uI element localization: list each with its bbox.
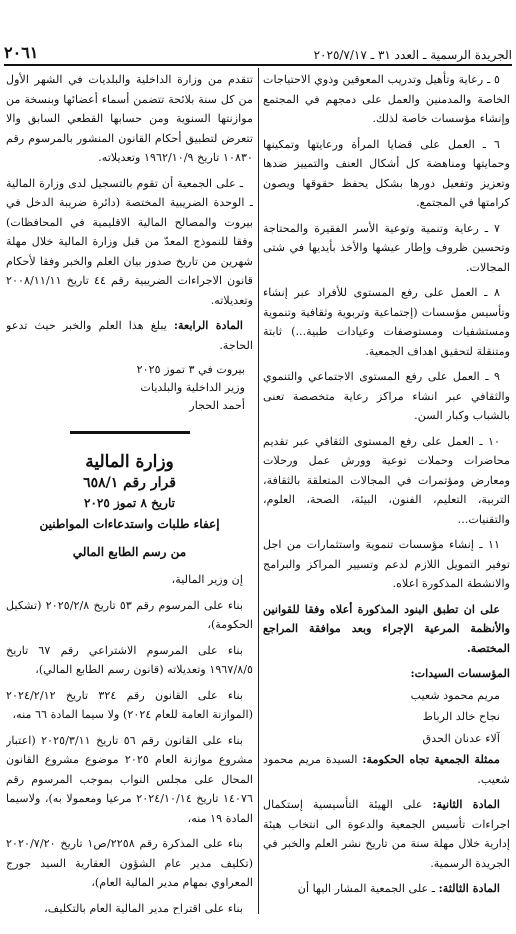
objective-item: ٨ ـ العمل على رفع المستوى للأفراد عبر إنشاء وتأسيس مؤسسات (إجتماعية وتربوية وثقافية وتنموية ومستشفيات ومستوصفات وعيادات طبية...) ثابتة ومتنقلة لتحقيق اهداف الجمعية. (263, 286, 510, 358)
decision-number: قرار رقم ٦٥٨/١ (83, 475, 176, 491)
signature-place-date: بيروت في ٣ تموز ٢٠٢٥ (136, 363, 245, 376)
column-divider (258, 68, 259, 914)
preamble-item: بناء على المذكرة رقم ٢٢٥٨/ص١ تاريخ ٢٠٢٠/٧/٢٠ (تكليف مدير عام الشؤون العقارية السيد جورج المعراوي بمهام مدير المالية العام)، (6, 837, 253, 889)
signature-title: وزير الداخلية والبلديات (140, 381, 245, 394)
article-three (263, 879, 510, 899)
ministry-title: وزارة المالية (85, 451, 174, 472)
preamble-item: إن وزير المالية، (171, 573, 243, 586)
decision-subject-line-1: إعفاء طلبات واستدعاءات المواطنين (39, 517, 220, 531)
gazette-issue-info: الجريدة الرسمية ـ العدد ٣١ ـ ٢٠٢٥/٧/١٧ (313, 48, 512, 62)
founder-name: نجاح خالد الرباط (422, 710, 500, 723)
objective-item: ٩ ـ العمل على رفع المستوى الاجتماعي والتنموي والثقافي عبر انشاء مراكز رعاية متخصصة تعنى بالشباب وكبار السن. (263, 370, 510, 422)
article-four-label: المادة الرابعة: (173, 318, 244, 332)
objective-item: ٥ ـ رعاية وتأهيل وتدريب المعوقين وذوي الاحتياجات الخاصة والمدمنين والعمل على دمجهم في المجتمع وإنشاء مؤسسات خاصة لذلك. (263, 73, 510, 125)
article-three-label: المادة الثالثة: (438, 881, 500, 895)
page-number: ٢٠٦١ (4, 43, 39, 62)
article-four-text: يبلغ هذا العلم والخبر حيث تدعو الحاجة. (6, 319, 253, 352)
objective-item: ١٠ ـ العمل على رفع المستوى الثقافي عبر تقديم محاضرات وحملات توعية وورش عمل ورحلات ومعارض ومؤتمرات في المجالات المتعلقة بالثقافة، التربية، التعليم، الفنون، البيئة، الصحة، العلوم، والتقنيات... (263, 434, 510, 526)
objective-item: ٧ ـ رعاية وتنمية وتوعية الأسر الفقيرة والمحتاجة وتحسين ظروف وإطار عيشها والأخذ بأيديها في شتى المجالات. (263, 221, 510, 274)
decision-subject-line-2: من رسم الطابع المالي (72, 544, 187, 559)
decision-date: تاريخ ٨ تموز ٢٠٢٥ (84, 495, 175, 510)
section-separator (6, 423, 253, 443)
preamble-item: بناء على المرسوم رقم ٥٣ تاريخ ٢٠٢٥/٢/٨ (تشكيل الحكومة)، (6, 598, 253, 631)
continued-paragraph: تتقدم من وزارة الداخلية والبلديات في الشهر الأول من كل سنة بلائحة تتضمن أسماء أعضائها وبنسخة من موازنتها السنوية ومن حسابها القطعي السابق والا تتعرض لتطبيق أحكام القانون المنشور بالمرسوم رقم ١٠٨٣٠ تاريخ ١٩٦٢/١٠/٩ وتعديلاته. (6, 73, 253, 164)
founder-name: مريم محمود شعيب (410, 688, 500, 702)
article-four (6, 316, 253, 355)
objective-item: ٦ ـ العمل على قضايا المرأة ورعايتها وتمكينها وحمايتها ومناهضة كل أشكال العنف والتمييز ضدها وتعزيز وتفعيل دورها بشكل يحفظ حقوقها ويصون كرامتها في المجتمع. (263, 137, 510, 209)
representative (263, 750, 510, 789)
article-two (263, 795, 510, 873)
founders-title: المؤسسات السيدات: (410, 666, 510, 680)
representative-label: ممثلة الجمعية تجاه الحكومة: (362, 752, 501, 766)
article-two-label: المادة الثانية: (432, 797, 500, 811)
left-column (6, 70, 253, 914)
article-two-text: على الهيئة التأسيسية إستكمال اجراءات تأسيس الجمعية والدعوة الى انتخاب هيئة إدارية خلال مهلة سنة من تاريخ نشر العلم والخبر في الجريدة الرسمية. (263, 798, 510, 870)
preamble-item: بناء على اقتراح مدير المالية العام بالتكليف، (44, 901, 243, 914)
preamble-item: بناء على القانون رقم ٣٢٤ تاريخ ٢٠٢٤/٢/١٢ (الموازنة العامة للعام ٢٠٢٤) ولا سيما المادة ٦٦ منه، (6, 688, 253, 721)
founder-name: آلاء عدنان الحدق (422, 731, 500, 745)
right-column (263, 70, 510, 914)
signature-name: أحمد الحجار (189, 399, 245, 412)
preamble-item: بناء على القانون رقم ٥٦ تاريخ ٢٠٢٥/٣/١١ (اعتبار مشروع موازنة العام ٢٠٢٥ موضوع مشروع القانون المحال على مجلس النواب بموجب المرسوم رقم ١٤٠٧٦ تاريخ ٢٠٢٤/١٠/١٤ مرعيا ومعمولا به)، ولاسيما المادة ١٩ منه، (6, 733, 253, 825)
compliance-clause: على ان تطبق البنود المذكورة أعلاه وفقا للقوانين والأنظمة المرعية الإجراء وبعد موافقة المراجع المختصة. (263, 601, 510, 655)
objective-item: ١١ ـ إنشاء مؤسسات تنموية واستثمارات من اجل توفير التمويل اللازم لدعم وتسيير المراكز والبرامج والانشطة المذكورة اعلاه. (263, 538, 510, 590)
tax-registration-paragraph: ـ على الجمعية أن تقوم بالتسجيل لدى وزارة المالية ـ الوحدة الضريبية المختصة (دائرة ضريبة الدخل في بيروت والمصالح المالية الاقليمية في المحافظات) وفقا للنموذج المعدّ من قبل وزارة المالية خلال مهلة شهرين من تاريخ صدور بيان العلم والخبر وفقا لأحكام قانون الاجراءات الضريبية رقم ٤٤ تاريخ ٢٠٠٨/١١/١١ وتعديلاته. (6, 176, 253, 307)
representative-name: السيدة مريم محمود شعيب. (263, 753, 510, 786)
article-three-text: ـ على الجمعية المشار اليها أن (297, 882, 436, 895)
page-header (4, 36, 512, 66)
preamble-item: بناء على المرسوم الاشتراعي رقم ٦٧ تاريخ ١٩٦٧/٨/٥ وتعديلاته (قانون رسم الطابع المالي)، (6, 643, 253, 676)
